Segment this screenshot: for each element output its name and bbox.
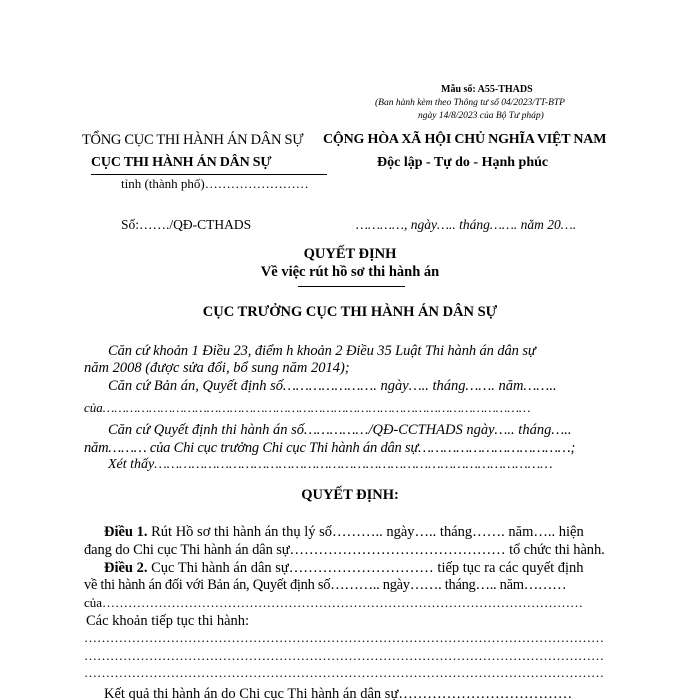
dotted-line-2: ………………………………………………………………………………………………………… — [84, 648, 604, 663]
article-1-text: Rút Hồ sơ thi hành án thụ lý số……….. ngày….. tháng……. năm….. hiện — [147, 524, 584, 540]
decision-heading: QUYẾT ĐỊNH: — [301, 487, 399, 503]
continued-items-label: Các khoản tiếp tục thi hành: — [86, 613, 250, 629]
preamble-line-2: năm 2008 (được sửa đổi, bổ sung năm 2014); — [84, 360, 350, 376]
national-motto: Độc lập - Tự do - Hạnh phúc — [377, 155, 549, 170]
article-1-label: Điều 1. — [104, 524, 148, 540]
preamble-line-6: năm……… của Chi cục trưởng Chi cục Thi hành án dân sự………………………………; — [84, 440, 576, 456]
article-1-line-1 — [104, 524, 584, 541]
subtitle-underline — [298, 286, 405, 287]
dotted-line-1: ………………………………………………………………………………………………………… — [84, 630, 604, 645]
preamble-line-7: Xét thấy…………………………………………………………………………………… — [108, 457, 553, 472]
document-title: QUYẾT ĐỊNH — [303, 246, 397, 262]
article-2-text: Cục Thi hành án dân sự………………………… tiếp tục ra các quyết định — [147, 560, 584, 576]
decision-number: Số:……./QĐ-CTHADS — [121, 217, 252, 232]
form-issued-with: (Ban hành kèm theo Thông tư số 04/2023/TT-BTP — [375, 98, 565, 108]
department-name: CỤC THI HÀNH ÁN DÂN SỰ — [91, 155, 272, 170]
document-subtitle: Về việc rút hồ sơ thi hành án — [260, 264, 440, 280]
article-2-label: Điều 2. — [104, 560, 148, 576]
preamble-line-1: Căn cứ khoản 1 Điều 23, điểm h khoản 2 Điều 35 Luật Thi hành án dân sự — [108, 343, 536, 359]
nation-name: CỘNG HÒA XÃ HỘI CHỦ NGHĨA VIỆT NAM — [323, 132, 607, 147]
result-line: Kết quả thi hành án do Chi cục Thi hành án dân sự……………………………… — [104, 686, 573, 700]
form-code: Mẫu số: A55-THADS — [441, 84, 533, 95]
department-underline — [91, 174, 327, 175]
province-field: tỉnh (thành phố)…………………… — [121, 176, 309, 191]
form-issued-date: ngày 14/8/2023 của Bộ Tư pháp) — [418, 111, 544, 121]
preamble-line-5: Căn cứ Quyết định thi hành án số……………/QĐ-CCTHADS ngày….. tháng….. — [108, 422, 572, 438]
preamble-line-3: Căn cứ Bản án, Quyết định số…………………. ngày….. tháng……. năm…….. — [108, 378, 557, 394]
article-2-line-2: về thi hành án đối với Bản án, Quyết định số……….. ngày……. tháng….. năm……… — [84, 577, 567, 593]
article-2-line-1 — [104, 560, 584, 577]
issuing-authority: CỤC TRƯỞNG CỤC THI HÀNH ÁN DÂN SỰ — [202, 304, 498, 320]
article-1-line-2: đang do Chi cục Thi hành án dân sự……………………………………… tổ chức thi hành. — [84, 542, 605, 558]
dotted-line-3: ………………………………………………………………………………………………………… — [84, 665, 604, 680]
preamble-line-4: của………………………………………………………………………………………………… — [84, 400, 531, 415]
article-2-line-3: của………………………………………………………………………………………………… — [84, 595, 584, 610]
place-date: …………, ngày….. tháng……. năm 20…. — [356, 217, 577, 232]
agency-name: TỔNG CỤC THI HÀNH ÁN DÂN SỰ — [82, 132, 304, 148]
